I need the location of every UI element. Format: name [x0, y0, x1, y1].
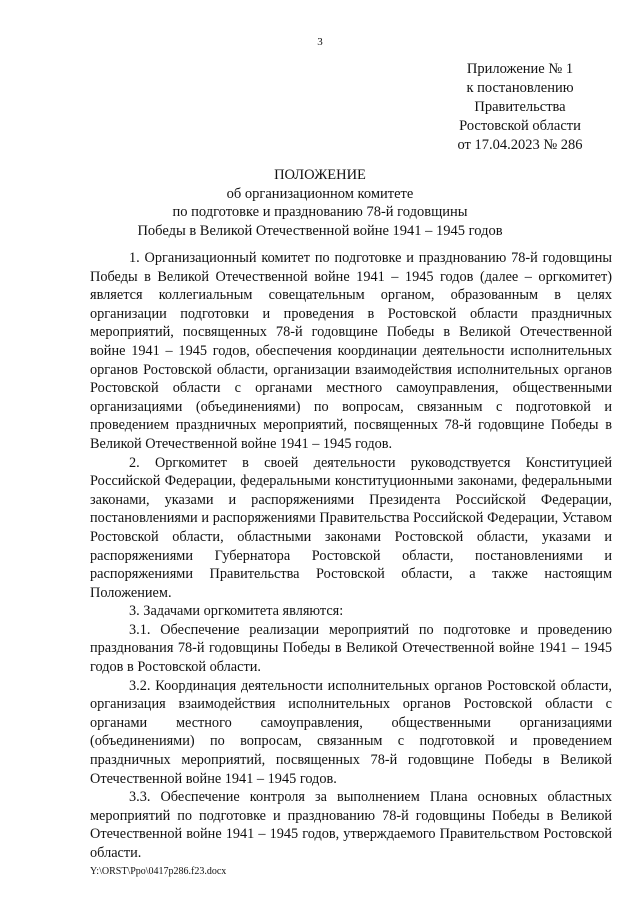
- title-subtitle-line-2: по подготовке и празднованию 78-й годовщины: [172, 204, 468, 220]
- paragraph-2: 2. Оргкомитет в своей деятельности руководствуется Конституцией Российской Федерации, федеральными конституционными законами, федеральными законами, указами и распоряжениями Президента Российской Федерации, постановлениями и распоряжениями Правительства Российской Федерации, Уставом Ростовской области, областными законами Ростовской области, указами и распоряжениями Губернатора Ростовской области, постановлениями и распоряжениями Правительства Ростовской области, а также настоящим Положением.: [90, 454, 612, 601]
- footer-file-path: Y:\ORST\Ppo\0417p286.f23.docx: [90, 866, 227, 877]
- appendix-line-4: Ростовской области: [459, 118, 581, 134]
- title-subtitle-line-3: Победы в Великой Отечественной войне 1941 – 1945 годов: [137, 222, 503, 239]
- page-number: 3: [317, 36, 323, 48]
- paragraph-3-2: 3.2. Координация деятельности исполнительных органов Ростовской области, организация взаимодействия исполнительных органов Ростовской области с органами местного самоуправления, общественными организациями (объединениями) по вопросам, связанным с подготовкой и проведением праздничных мероприятий, посвященных 78-й годовщине Победы в Великой Отечественной войне 1941 – 1945 годов.: [90, 677, 612, 787]
- paragraph-3-1: 3.1. Обеспечение реализации мероприятий по подготовке и проведению празднования 78-й годовщины Победы в Великой Отечественной войне 1941 – 1945 годов в Ростовской области.: [90, 621, 612, 676]
- title-heading: ПОЛОЖЕНИЕ: [274, 167, 366, 183]
- document-title: [90, 166, 550, 240]
- paragraph-1: 1. Организационный комитет по подготовке и празднованию 78-й годовщины Победы в Великой Отечественной войне 1941 – 1945 годов (далее – оргкомитет) является коллегиальным совещательным органом, образованным в целях организации подготовки и проведения в Ростовской области праздничных мероприятий, посвященных 78-й годовщине Победы в Великой Отечественной войне 1941 – 1945 годов, обеспечения координации деятельности исполнительных органов Ростовской области, организации взаимодействия исполнительных органов Ростовской области с органами местного самоуправления, общественными организациями (объединениями) по вопросам, связанным с подготовкой и проведением праздничных мероприятий, посвященных 78-й годовщине Победы в Великой Отечественной войне 1941 – 1945 годов.: [90, 250, 612, 452]
- paragraph-3: 3. Задачами оргкомитета являются:: [129, 603, 344, 620]
- paragraph-3-3: 3.3. Обеспечение контроля за выполнением Плана основных областных мероприятий по подготовке и празднованию 78-й годовщины Победы в Великой Отечественной войне 1941 – 1945 годов, утверждаемого Правительством Ростовской области.: [90, 789, 612, 861]
- appendix-block: [440, 60, 600, 155]
- document-body: [90, 249, 612, 863]
- appendix-line-3: Правительства: [474, 99, 566, 115]
- title-subtitle-line-1: об организационном комитете: [226, 185, 414, 202]
- appendix-line-1: Приложение № 1: [466, 61, 574, 77]
- appendix-line-2: к постановлению: [466, 80, 574, 96]
- appendix-line-5: от 17.04.2023 № 286: [457, 137, 583, 153]
